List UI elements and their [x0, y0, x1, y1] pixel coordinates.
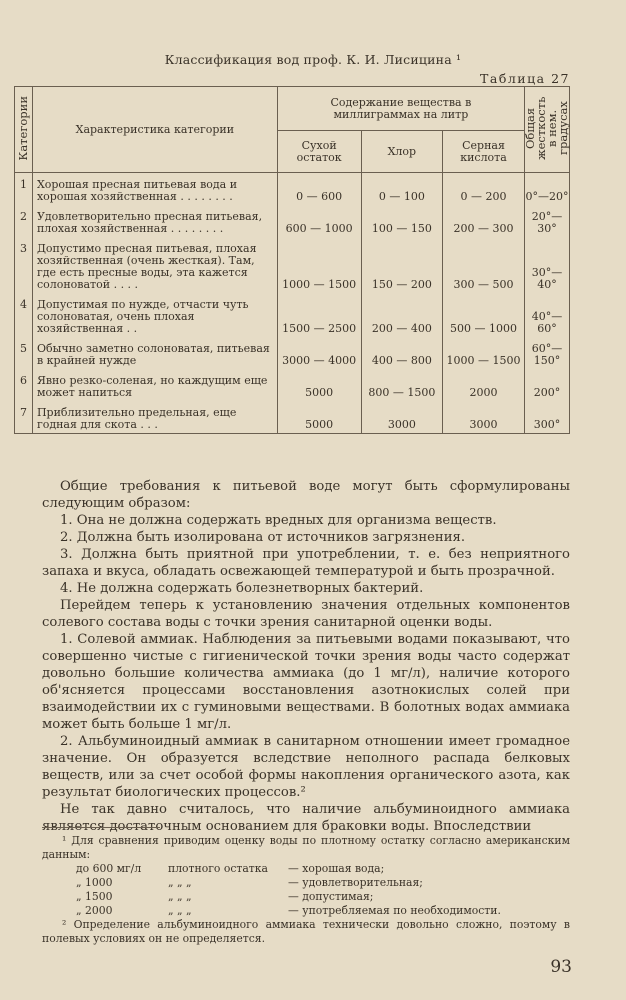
row-description: Хорошая пресная питьевая вода и хорошая хозяйственная . . . . . . . . [32, 173, 277, 212]
chlorine-cell: 100 — 150 [361, 211, 443, 243]
row-number: 4 [15, 299, 33, 343]
header-category: Категории [15, 87, 33, 173]
header-hardness: Общая жесткость в нем. градусах [524, 87, 569, 173]
chlorine-cell: 200 — 400 [361, 299, 443, 343]
hardness-cell: 200° [524, 375, 569, 407]
table-row [15, 173, 570, 212]
chlorine-cell: 400 — 800 [361, 343, 443, 375]
sulfuric-acid-cell: 500 — 1000 [443, 299, 525, 343]
row-description: Приблизительно предельная, еще годная для скота . . . [32, 407, 277, 434]
row-number: 7 [15, 407, 33, 434]
table-number: Таблица 27 [480, 71, 570, 86]
paragraph: 2. Альбуминоидный аммиак в санитарном отношении имеет громадное значение. Он образуется вследствие неполного распада белковых веществ, или за счет особой формы накопления органического азота, как результат биологических процессов.² [42, 734, 570, 800]
list-item: 4. Не должна содержать болезнетворных бактерий. [60, 581, 424, 596]
footnote-row: „ 1000 „ „ „ — удовлетворительная; [76, 876, 423, 889]
sulfuric-acid-cell: 200 — 300 [443, 211, 525, 243]
table-caption: Классификация вод проф. К. И. Лисицина ¹ [164, 52, 462, 67]
row-description: Допустимо пресная питьевая, плохая хозяйственная (очень жесткая). Там, где есть пресные воды, эта кажется солоноватой . . . . [32, 243, 277, 299]
footnote-2: ² Определение альбуминоидного аммиака технически довольно сложно, поэтому в полевых условиях он не определяется. [42, 918, 570, 945]
table-row [15, 343, 570, 375]
chlorine-cell: 3000 [361, 407, 443, 434]
hardness-cell: 0°—20° [524, 173, 569, 212]
dry-residue-cell: 1000 — 1500 [277, 243, 361, 299]
row-number: 5 [15, 343, 33, 375]
row-description: Явно резко-соленая, но каждущим еще может напиться [32, 375, 277, 407]
list-item: 2. Должна быть изолирована от источников загрязнения. [60, 530, 466, 545]
table-row [15, 243, 570, 299]
header-characteristic: Характеристика категории [32, 87, 277, 173]
dry-residue-cell: 5000 [277, 375, 361, 407]
hardness-cell: 40°—60° [524, 299, 569, 343]
hardness-cell: 20°—30° [524, 211, 569, 243]
row-number: 3 [15, 243, 33, 299]
chlorine-cell: 800 — 1500 [361, 375, 443, 407]
footnote-row: „ 2000 „ „ „ — употребляемая по необходимости. [76, 904, 501, 917]
sulfuric-acid-cell: 300 — 500 [443, 243, 525, 299]
hardness-cell: 300° [524, 407, 569, 434]
footnote-row: до 600 мг/л плотного остатка — хорошая вода; [76, 862, 385, 875]
dry-residue-cell: 600 — 1000 [277, 211, 361, 243]
footnote-divider [42, 827, 160, 828]
row-number: 6 [15, 375, 33, 407]
row-description: Обычно заметно солоноватая, питьевая в крайней нужде [32, 343, 277, 375]
footnotes [42, 834, 570, 946]
header-content-group: Содержание вещества в миллиграммах на литр [277, 87, 524, 131]
sulfuric-acid-cell: 0 — 200 [443, 173, 525, 212]
table-row [15, 407, 570, 434]
dry-residue-cell: 0 — 600 [277, 173, 361, 212]
table-row [15, 211, 570, 243]
list-item: 1. Она не должна содержать вредных для организма веществ. [60, 513, 497, 528]
sulfuric-acid-cell: 2000 [443, 375, 525, 407]
row-number: 2 [15, 211, 33, 243]
list-item: 3. Должна быть приятной при употреблении, т. е. без неприятного запаха и вкуса, обладать освежающей температурой и быть прозрачной. [42, 547, 570, 579]
paragraph: 1. Солевой аммиак. Наблюдения за питьевыми водами показывают, что совершенно чистые с гигиенической точки зрения воды часто содержат довольно большие количества аммиака (до 1 мг/л), наличие которого об'ясняется процессами восстановления азотнокислых солей при взаимодействии их с гуминовыми веществами. В болотных водах аммиака может быть больше 1 мг/л. [42, 632, 570, 732]
page-number: 93 [550, 957, 572, 977]
header-dry-residue: Сухой остаток [277, 131, 361, 173]
sulfuric-acid-cell: 3000 [443, 407, 525, 434]
footnote-row: „ 1500 „ „ „ — допустимая; [76, 890, 374, 903]
row-description: Удовлетворительно пресная питьевая, плохая хозяйственная . . . . . . . . [32, 211, 277, 243]
chlorine-cell: 0 — 100 [361, 173, 443, 212]
row-number: 1 [15, 173, 33, 212]
dry-residue-cell: 1500 — 2500 [277, 299, 361, 343]
paragraph: Общие требования к питьевой воде могут быть сформулированы следующим образом: [42, 479, 570, 511]
header-sulfuric-acid: Серная кислота [443, 131, 525, 173]
row-description: Допустимая по нужде, отчасти чуть солоноватая, очень плохая хозяйственная . . [32, 299, 277, 343]
paragraph: Не так давно считалось, что наличие альбуминоидного аммиака является достаточным основанием для браковки воды. Впоследствии [42, 802, 570, 834]
body-text [42, 478, 570, 835]
hardness-cell: 30°—40° [524, 243, 569, 299]
table-row [15, 299, 570, 343]
table-row [15, 375, 570, 407]
chlorine-cell: 150 — 200 [361, 243, 443, 299]
dry-residue-cell: 5000 [277, 407, 361, 434]
hardness-cell: 60°—150° [524, 343, 569, 375]
paragraph: Перейдем теперь к установлению значения отдельных компонентов солевого состава воды с точки зрения санитарной оценки воды. [42, 598, 570, 630]
sulfuric-acid-cell: 1000 — 1500 [443, 343, 525, 375]
water-classification-table [14, 86, 570, 434]
footnote-1: ¹ Для сравнения приводим оценку воды по плотному остатку согласно американским данным: [42, 834, 570, 861]
header-chlorine: Хлор [361, 131, 443, 173]
dry-residue-cell: 3000 — 4000 [277, 343, 361, 375]
